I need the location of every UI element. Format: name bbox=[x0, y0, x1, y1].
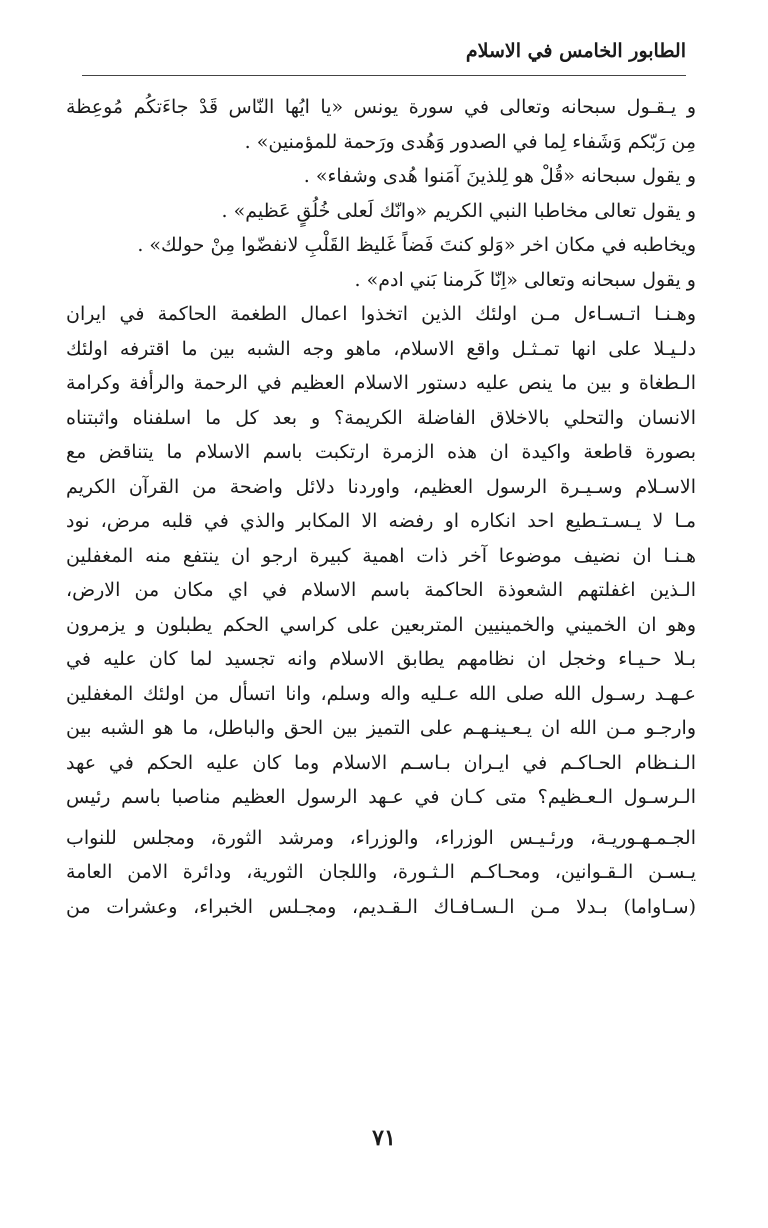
text-line: عـهـد رسـول الله صلى الله عـليه واله وسلم، وانا اتسأل من اولئك المغفلين bbox=[66, 682, 696, 705]
text-line: هـنـا ان نضيف موضوعا آخر ذات اهمية كبيرة ارجو ان ينتفع منه المغفلين bbox=[66, 544, 696, 567]
text-line: بـلا حـيـاء وخجل ان نظامهم يطابق الاسلام وانه تجسيد لما كان عليه في bbox=[66, 648, 696, 670]
text-line: و يقول سبحانه وتعالى «اِنّا كَرمنا بَني ادم» . bbox=[354, 268, 696, 291]
body-text bbox=[66, 90, 696, 924]
text-line: وهـنـا اتـسـاءل مـن اولئك الذين اتخذوا اعمال الطغمة الحاكمة في ايران bbox=[66, 303, 696, 325]
text-line: دلـيـلا على انها تمـثـل واقع الاسلام، ماهو وجه الشبه بين ما اقترفه اولئك bbox=[66, 337, 696, 360]
text-line: و يـقـول سبحانه وتعالى في سورة يونس «يا ايُها النّاس قَدْ جاءَتكُم مُوعِظة bbox=[66, 96, 696, 118]
text-line: وارجـو مـن الله ان يـعـينـهـم على التميز بين الحق والباطل، ما هو الشبه بين bbox=[66, 717, 696, 739]
text-line: وهو ان الخميني والخمينيين المتربعين على كراسي الحكم يطبلون و يزمرون bbox=[66, 613, 696, 636]
text-line: و يقول تعالى مخاطبا النبي الكريم «وانّك لَعلى خُلُقٍ عَظيم» . bbox=[221, 199, 696, 222]
text-line: الانسان والتحلي بالاخلاق الفاضلة الكريمة؟ و بعد كل ما اسلفناه واثبتناه bbox=[66, 406, 696, 429]
text-line: الاسـلام وسـيـرة الرسول العظيم، واوردنا دلائل واضحة من القرآن الكريم bbox=[66, 475, 696, 498]
text-line: مـا لا يـسـتـطيع احد انكاره او رفضه الا المكابر والذي في قلبه مرض، نود bbox=[66, 510, 696, 532]
text-line: الجـمـهـوريـة، ورئـيـس الوزراء، والوزراء، ومرشد الثورة، ومجلس للنواب bbox=[66, 826, 696, 849]
text-line: يـسـن الـقـوانين، ومحـاكـم الـثـورة، واللجان الثورية، ودائرة الامن العامة bbox=[66, 861, 696, 883]
text-line: الـنـظام الحـاكـم في ايـران بـاسـم الاسلام وما كان عليه الحكم في عهد bbox=[66, 751, 696, 774]
text-line: بصورة قاطعة واكيدة ان هذه الزمرة ارتكبت باسم الاسلام ما يتناقض مع bbox=[66, 441, 696, 463]
text-line: الـذين اغفلتهم الشعوذة الحاكمة باسم الاسلام في اي مكان من الارض، bbox=[66, 579, 696, 601]
header-rule bbox=[82, 75, 686, 76]
text-line: مِن رَبّكم وَشَفاء لِما في الصدور وَهُدى ورَحمة للمؤمنين» . bbox=[244, 130, 696, 153]
text-line: (سـاواما) بـدلا مـن الـسـافـاك الـقـديم، ومجـلس الخبراء، وعشرات من bbox=[66, 895, 696, 918]
text-line: ويخاطبه في مكان اخر «وَلو كنتَ فَضاً غَليظ القَلْبِ لانفضّوا مِنْ حولك» . bbox=[137, 234, 696, 256]
text-line: الـرسـول الـعـظيم؟ متى كـان في عـهد الرسول العظيم مناصبا باسم رئيس bbox=[66, 786, 696, 808]
running-header: الطابور الخامس في الاسلام bbox=[465, 40, 686, 62]
page-number: ٧١ bbox=[372, 1125, 396, 1151]
text-line: الـطغاة و بين ما ينص عليه دستور الاسلام العظيم في الرحمة والرأفة وكرامة bbox=[66, 372, 696, 394]
text-line: و يقول سبحانه «قُلْ هو لِلذينَ آمَنوا هُدى وشفاء» . bbox=[303, 165, 696, 187]
